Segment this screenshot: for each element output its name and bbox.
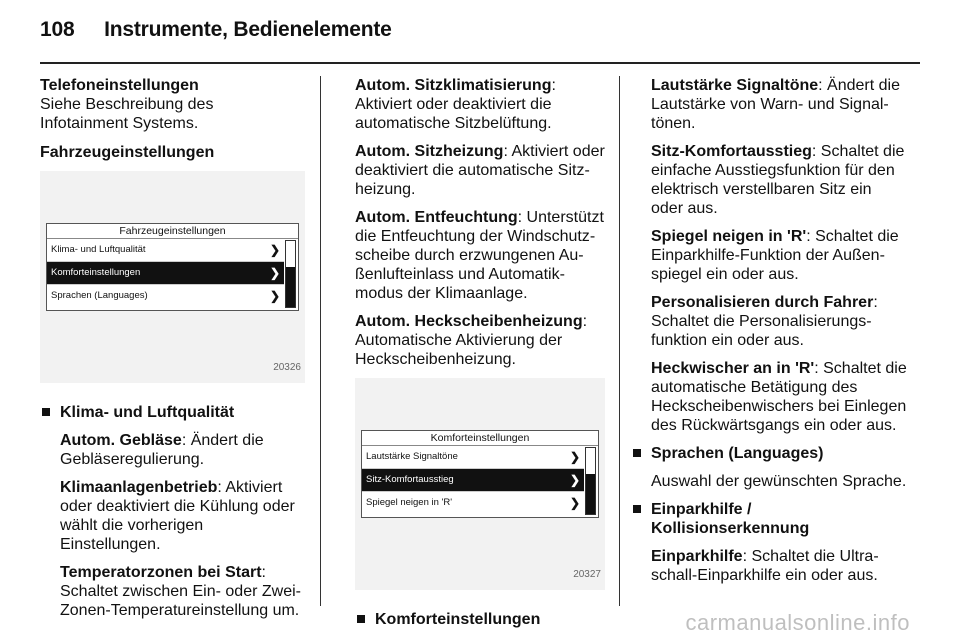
bullet-heading xyxy=(355,610,605,629)
watermark: carmanualsonline.info xyxy=(685,610,910,635)
chapter-title: Instrumente, Bedienelemente xyxy=(104,18,392,41)
term: Heckwischer an in 'R' xyxy=(651,360,815,377)
definition-item xyxy=(355,312,605,369)
term: Lautstärke Signaltöne xyxy=(651,77,819,94)
menu-row-label: Klima- und Luftqualität xyxy=(51,244,146,255)
description: : Unterstützt die Entfeuchtung der Windschutzscheibe durch erzwungenen Außenlufteinlass und Automatikmodus der Klimaanlage. xyxy=(355,209,604,302)
description: : Aktiviert oder deaktiviert die automatische Sitzbelüftung. xyxy=(355,77,556,132)
heading-fahrzeugeinstellungen: Fahrzeugeinstellungen xyxy=(40,144,215,161)
scrollbar-thumb xyxy=(586,474,595,514)
description: : Schaltet die Ultraschall-Einparkhilfe ein oder aus. xyxy=(651,548,879,584)
term: Einparkhilfe xyxy=(651,548,743,565)
description: : Aktiviert oder deaktiviert die automatische Sitzheizung. xyxy=(355,143,605,198)
menu-row-selected xyxy=(362,469,584,492)
definition-item xyxy=(355,142,605,199)
description: : Aktiviert oder deaktiviert die Kühlung oder wählt die vorherigen Einstellungen. xyxy=(60,479,295,553)
bullet-heading xyxy=(631,444,907,463)
scrollbar-thumb xyxy=(286,267,295,307)
scrollbar xyxy=(285,240,296,308)
description: : Schaltet die automatische Betätigung des Heckscheibenwischers bei Einlegen des Rückwärtsgangs ein oder aus. xyxy=(651,360,907,434)
term: Klimaanlagenbetrieb xyxy=(60,479,218,496)
chevron-right-icon: ❯ xyxy=(569,496,580,510)
menu-row xyxy=(362,446,584,469)
chevron-right-icon: ❯ xyxy=(269,289,280,303)
term: Spiegel neigen in 'R' xyxy=(651,228,807,245)
menu-row xyxy=(47,239,284,262)
term: Autom. Sitzheizung xyxy=(355,143,504,160)
definition-item xyxy=(651,359,907,435)
column-divider xyxy=(320,76,321,606)
description: : Schaltet die Personalisierungsfunktion ein oder aus. xyxy=(651,294,878,349)
description: : Schaltet zwischen Ein- oder Zwei-Zonen-Temperatureinstellung um. xyxy=(60,564,301,619)
figure-komforteinstellungen xyxy=(355,378,605,590)
definition-item xyxy=(651,142,907,218)
display-screen xyxy=(46,223,299,311)
term: Autom. Heckscheibenheizung xyxy=(355,313,583,330)
telefon-text: Siehe Beschreibung des Infotainment Systems. xyxy=(40,96,214,132)
definition-item xyxy=(631,547,907,585)
column-divider xyxy=(619,76,620,606)
menu-row-label: Lautstärke Signaltöne xyxy=(366,451,458,462)
bullet-heading xyxy=(40,403,305,422)
description: : Automatische Aktivierung der Heckscheibenheizung. xyxy=(355,313,588,368)
bullet-heading xyxy=(631,500,907,538)
definition-item xyxy=(355,208,605,303)
menu-row-label: Spiegel neigen in 'R' xyxy=(366,497,453,508)
menu-row-selected xyxy=(47,262,284,285)
menu-row xyxy=(47,285,284,307)
figure-fahrzeugeinstellungen xyxy=(40,171,305,383)
bullet-square-icon xyxy=(633,449,641,457)
bullet-label: Klima- und Luftqualität xyxy=(60,404,235,421)
menu-row xyxy=(362,492,584,514)
page-number: 108 xyxy=(40,18,75,41)
screen-title: Komforteinstellungen xyxy=(362,431,598,446)
bullet-label: Einparkhilfe / Kollisionserkennung xyxy=(651,501,810,537)
description: : Ändert die Gebläseregulierung. xyxy=(60,432,264,468)
definition-item xyxy=(651,227,907,284)
term: Autom. Entfeuchtung xyxy=(355,209,518,226)
menu-row-label: Sprachen (Languages) xyxy=(51,290,148,301)
column-3 xyxy=(651,76,907,594)
term: Autom. Gebläse xyxy=(60,432,182,449)
menu-row-label: Komforteinstellungen xyxy=(51,267,141,278)
term: Personalisieren durch Fahrer xyxy=(651,294,874,311)
description: : Schaltet die Einparkhilfe-Funktion der Außenspiegel ein oder aus. xyxy=(651,228,899,283)
bullet-square-icon xyxy=(357,615,365,623)
header-rule xyxy=(40,62,920,64)
chevron-right-icon: ❯ xyxy=(569,473,580,487)
term: Autom. Sitzklimatisierung xyxy=(355,77,552,94)
page-header xyxy=(40,18,392,42)
heading-telefoneinstellungen: Telefoneinstellungen xyxy=(40,77,199,94)
menu-row-label: Sitz-Komfortausstieg xyxy=(366,474,454,485)
definition-item xyxy=(60,563,305,620)
column-2 xyxy=(355,76,605,638)
bullet-label: Komforteinstellungen xyxy=(375,611,541,628)
definition-item xyxy=(60,431,305,469)
bullet-square-icon xyxy=(633,505,641,513)
chevron-right-icon: ❯ xyxy=(269,266,280,280)
column-1 xyxy=(40,76,305,629)
scrollbar xyxy=(585,447,596,515)
definition-item xyxy=(60,478,305,554)
chevron-right-icon: ❯ xyxy=(569,450,580,464)
definition-item xyxy=(651,293,907,350)
display-screen xyxy=(361,430,599,518)
chevron-right-icon: ❯ xyxy=(269,243,280,257)
definition-item xyxy=(651,76,907,133)
bullet-text: Auswahl der gewünschten Sprache. xyxy=(651,473,907,490)
bullet-square-icon xyxy=(42,408,50,416)
screen-title: Fahrzeugeinstellungen xyxy=(47,224,298,239)
figure-number: 20327 xyxy=(573,569,601,580)
term: Sitz-Komfortausstieg xyxy=(651,143,812,160)
term: Temperatorzonen bei Start xyxy=(60,564,262,581)
bullet-label: Sprachen (Languages) xyxy=(651,445,824,462)
description: : Ändert die Lautstärke von Warn- und Signaltönen. xyxy=(651,77,900,132)
definition-item xyxy=(355,76,605,133)
description: : Schaltet die einfache Ausstiegsfunktion für den elektrisch verstellbaren Sitz ein oder aus. xyxy=(651,143,905,217)
figure-number: 20326 xyxy=(273,362,301,373)
